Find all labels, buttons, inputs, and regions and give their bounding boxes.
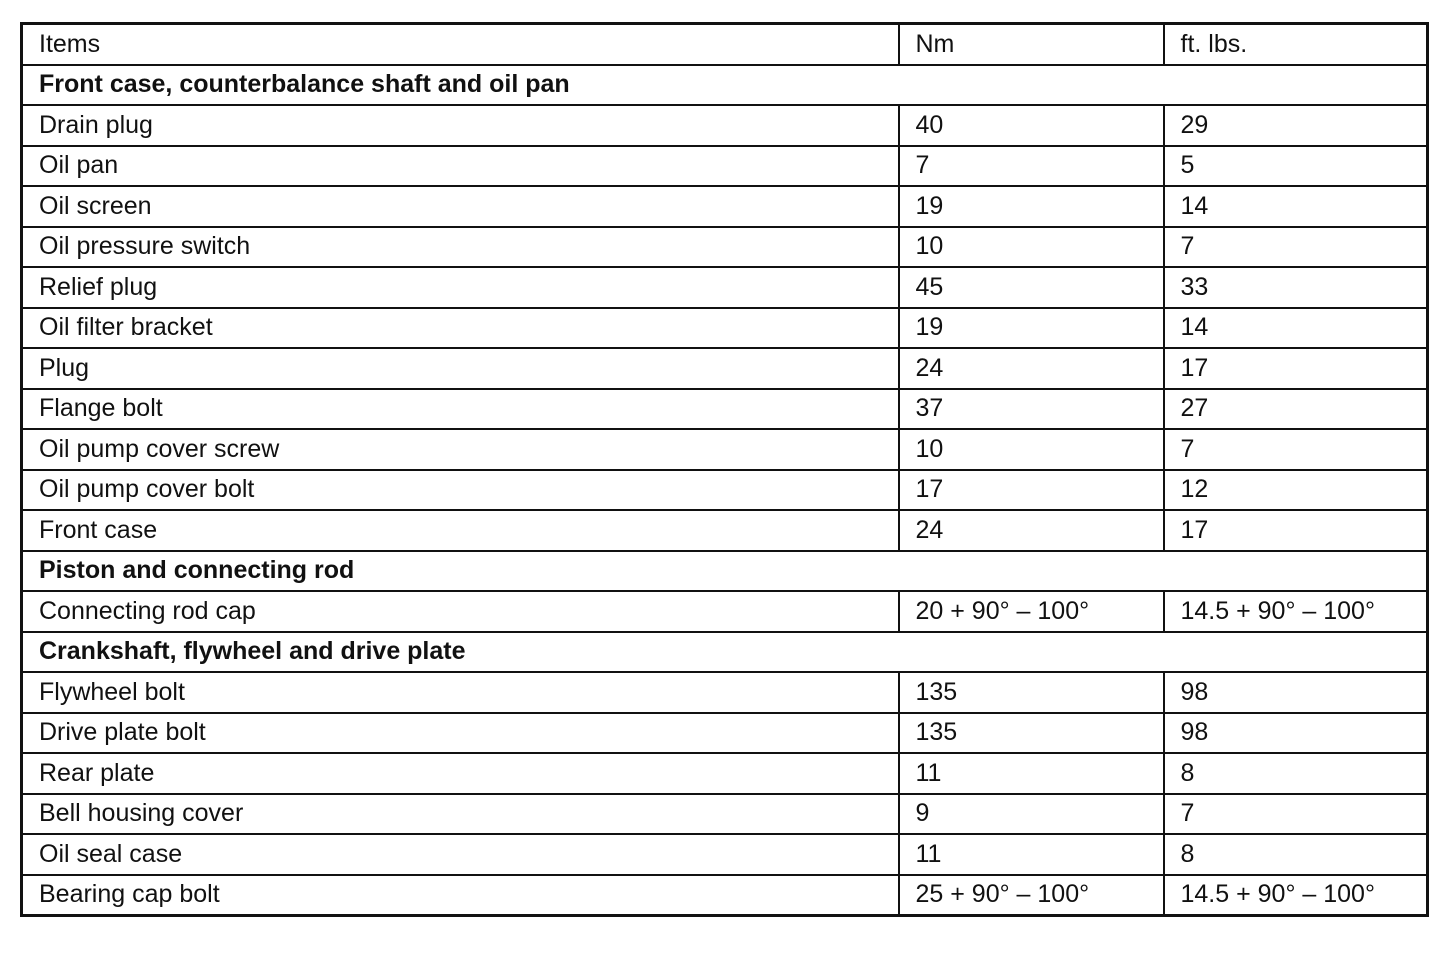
- nm-cell: 135: [899, 713, 1164, 754]
- ftlbs-cell: 14: [1164, 308, 1428, 349]
- table-row: [22, 470, 1428, 511]
- nm-cell: 11: [899, 753, 1164, 794]
- section-row: [22, 551, 1428, 592]
- nm-cell: 24: [899, 510, 1164, 551]
- item-cell: Drain plug: [22, 105, 899, 146]
- item-cell: Connecting rod cap: [22, 591, 899, 632]
- nm-cell: 40: [899, 105, 1164, 146]
- ftlbs-cell: 8: [1164, 834, 1428, 875]
- nm-cell: 135: [899, 672, 1164, 713]
- table-row: [22, 308, 1428, 349]
- ftlbs-cell: 98: [1164, 713, 1428, 754]
- ftlbs-cell: 98: [1164, 672, 1428, 713]
- ftlbs-cell: 14.5 + 90° – 100°: [1164, 591, 1428, 632]
- item-cell: Oil pump cover bolt: [22, 470, 899, 511]
- table-row: [22, 875, 1428, 916]
- torque-table-body: [22, 24, 1428, 916]
- table-row: [22, 510, 1428, 551]
- item-cell: Oil pressure switch: [22, 227, 899, 268]
- section-title: Piston and connecting rod: [22, 551, 1428, 592]
- table-row: [22, 834, 1428, 875]
- nm-cell: 45: [899, 267, 1164, 308]
- nm-cell: 9: [899, 794, 1164, 835]
- table-row: [22, 591, 1428, 632]
- item-cell: Oil pan: [22, 146, 899, 187]
- item-cell: Oil filter bracket: [22, 308, 899, 349]
- ftlbs-cell: 27: [1164, 389, 1428, 430]
- item-cell: Bearing cap bolt: [22, 875, 899, 916]
- item-cell: Relief plug: [22, 267, 899, 308]
- item-cell: Rear plate: [22, 753, 899, 794]
- ftlbs-cell: 7: [1164, 227, 1428, 268]
- ftlbs-cell: 5: [1164, 146, 1428, 187]
- item-cell: Oil seal case: [22, 834, 899, 875]
- table-row: [22, 389, 1428, 430]
- ftlbs-cell: 33: [1164, 267, 1428, 308]
- nm-cell: 10: [899, 227, 1164, 268]
- section-row: [22, 632, 1428, 673]
- nm-cell: 25 + 90° – 100°: [899, 875, 1164, 916]
- nm-cell: 10: [899, 429, 1164, 470]
- ftlbs-cell: 17: [1164, 348, 1428, 389]
- table-row: [22, 267, 1428, 308]
- table-row: [22, 794, 1428, 835]
- header-ftlbs: ft. lbs.: [1164, 24, 1428, 65]
- ftlbs-cell: 7: [1164, 794, 1428, 835]
- nm-cell: 37: [899, 389, 1164, 430]
- item-cell: Flange bolt: [22, 389, 899, 430]
- table-row: [22, 146, 1428, 187]
- ftlbs-cell: 17: [1164, 510, 1428, 551]
- table-row: [22, 429, 1428, 470]
- item-cell: Front case: [22, 510, 899, 551]
- table-row: [22, 753, 1428, 794]
- table-row: [22, 672, 1428, 713]
- item-cell: Drive plate bolt: [22, 713, 899, 754]
- nm-cell: 20 + 90° – 100°: [899, 591, 1164, 632]
- nm-cell: 7: [899, 146, 1164, 187]
- item-cell: Flywheel bolt: [22, 672, 899, 713]
- nm-cell: 17: [899, 470, 1164, 511]
- header-row: [22, 24, 1428, 65]
- ftlbs-cell: 14.5 + 90° – 100°: [1164, 875, 1428, 916]
- section-title: Crankshaft, flywheel and drive plate: [22, 632, 1428, 673]
- ftlbs-cell: 8: [1164, 753, 1428, 794]
- ftlbs-cell: 12: [1164, 470, 1428, 511]
- nm-cell: 19: [899, 186, 1164, 227]
- table-row: [22, 713, 1428, 754]
- item-cell: Plug: [22, 348, 899, 389]
- table-row: [22, 105, 1428, 146]
- torque-spec-table: [20, 22, 1429, 917]
- item-cell: Oil pump cover screw: [22, 429, 899, 470]
- nm-cell: 19: [899, 308, 1164, 349]
- table-row: [22, 227, 1428, 268]
- section-row: [22, 65, 1428, 106]
- item-cell: Oil screen: [22, 186, 899, 227]
- ftlbs-cell: 7: [1164, 429, 1428, 470]
- nm-cell: 24: [899, 348, 1164, 389]
- nm-cell: 11: [899, 834, 1164, 875]
- section-title: Front case, counterbalance shaft and oil pan: [22, 65, 1428, 106]
- table-row: [22, 348, 1428, 389]
- item-cell: Bell housing cover: [22, 794, 899, 835]
- ftlbs-cell: 14: [1164, 186, 1428, 227]
- header-nm: Nm: [899, 24, 1164, 65]
- ftlbs-cell: 29: [1164, 105, 1428, 146]
- header-items: Items: [22, 24, 899, 65]
- table-row: [22, 186, 1428, 227]
